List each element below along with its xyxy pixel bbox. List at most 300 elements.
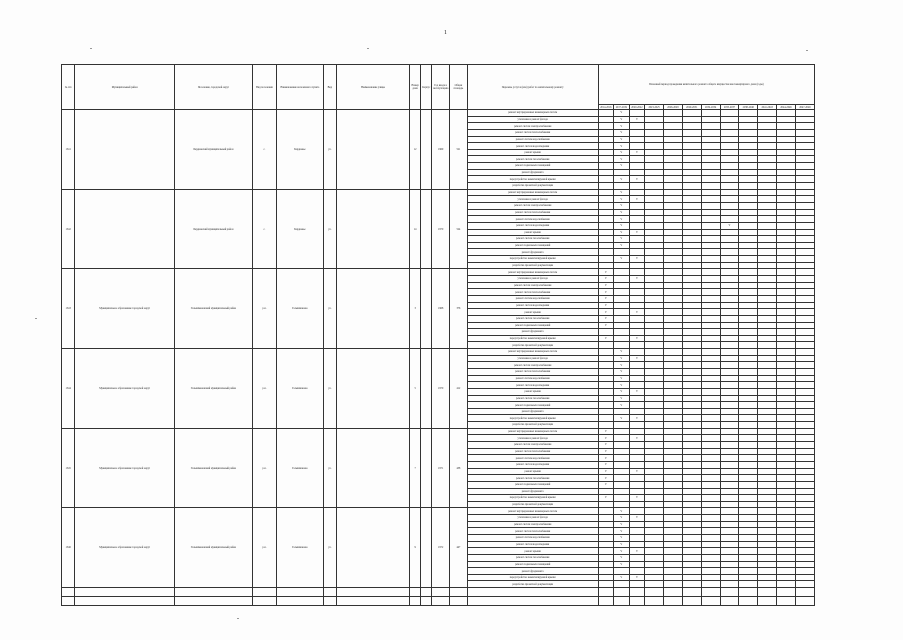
period-cell	[645, 183, 664, 190]
period-cell	[739, 302, 758, 309]
period-cell	[701, 216, 720, 223]
work-item-cell: ремонт подвальных помещений	[467, 481, 598, 488]
period-cell: V	[629, 176, 645, 183]
period-cell	[795, 236, 814, 243]
period-cell	[663, 315, 682, 322]
empty-cell	[629, 597, 645, 606]
period-cell	[720, 149, 739, 156]
period-cell	[682, 196, 701, 203]
period-cell	[663, 149, 682, 156]
period-cell	[701, 183, 720, 190]
period-cell	[598, 242, 614, 249]
period-cell	[795, 249, 814, 256]
period-cell	[682, 548, 701, 555]
period-cell: V	[614, 256, 630, 263]
period-cell	[777, 256, 796, 263]
period-cell	[777, 236, 796, 243]
period-cell	[701, 574, 720, 581]
period-cell	[758, 422, 777, 429]
period-cell	[720, 495, 739, 502]
period-cell	[663, 209, 682, 216]
period-cell	[701, 554, 720, 561]
period-cell	[629, 129, 645, 136]
period-cell	[739, 402, 758, 409]
period-cell	[598, 256, 614, 263]
period-cell: V	[629, 388, 645, 395]
period-cell	[720, 242, 739, 249]
period-cell	[645, 262, 664, 269]
period-cell	[629, 375, 645, 382]
district-cell	[75, 189, 175, 269]
period-cell	[720, 309, 739, 316]
period-cell	[758, 143, 777, 150]
work-item-cell: ремонт систем газоснабжения	[467, 236, 598, 243]
header-build: Корпус	[421, 65, 432, 110]
period-cell	[598, 528, 614, 535]
period-cell	[758, 495, 777, 502]
period-cell	[598, 349, 614, 356]
period-cell: V	[629, 276, 645, 283]
period-cell: V	[629, 435, 645, 442]
scan-speck	[90, 48, 92, 49]
year-header: 2014-2016	[598, 105, 614, 110]
period-cell: V	[629, 495, 645, 502]
period-cell	[739, 554, 758, 561]
period-cell	[758, 156, 777, 163]
period-cell	[598, 488, 614, 495]
work-item-cell: ремонт фундамента	[467, 169, 598, 176]
period-cell: V	[614, 375, 630, 382]
period-cell	[758, 116, 777, 123]
period-cell	[758, 262, 777, 269]
period-cell: V	[614, 143, 630, 150]
period-cell	[720, 269, 739, 276]
period-cell	[701, 110, 720, 117]
period-cell	[795, 554, 814, 561]
building-cell	[421, 110, 432, 190]
period-cell	[629, 315, 645, 322]
period-cell	[739, 501, 758, 508]
period-cell	[629, 329, 645, 336]
period-cell: V	[598, 442, 614, 449]
period-cell	[682, 136, 701, 143]
work-item-cell: переустройство невентилируемой крыши	[467, 495, 598, 502]
period-cell	[720, 488, 739, 495]
period-cell	[645, 329, 664, 336]
period-cell: V	[614, 209, 630, 216]
period-cell	[795, 368, 814, 375]
period-cell: V	[629, 116, 645, 123]
period-cell	[645, 521, 664, 528]
period-cell	[720, 295, 739, 302]
period-cell	[758, 229, 777, 236]
period-cell	[682, 342, 701, 349]
period-cell	[682, 495, 701, 502]
period-cell	[645, 435, 664, 442]
work-item-cell: ремонт внутридомовых инженерных систем	[467, 269, 598, 276]
period-cell	[720, 163, 739, 170]
district-cell: Муниципальное образование городской округ	[75, 269, 175, 349]
page-number: 1	[444, 30, 447, 36]
period-cell	[720, 256, 739, 263]
period-cell	[701, 349, 720, 356]
period-cell	[682, 535, 701, 542]
period-cell	[795, 475, 814, 482]
empty-cell	[421, 597, 432, 606]
period-cell	[720, 249, 739, 256]
period-cell	[777, 289, 796, 296]
period-cell	[758, 349, 777, 356]
period-cell: V	[614, 163, 630, 170]
period-cell	[739, 156, 758, 163]
period-cell	[645, 501, 664, 508]
period-cell	[777, 402, 796, 409]
period-cell	[682, 123, 701, 130]
period-cell: V	[598, 322, 614, 329]
period-cell	[682, 169, 701, 176]
period-cell	[629, 408, 645, 415]
street-type-cell: ул.	[323, 189, 336, 269]
period-cell	[758, 535, 777, 542]
period-cell	[614, 442, 630, 449]
period-cell	[682, 508, 701, 515]
period-cell: V	[614, 176, 630, 183]
period-cell	[758, 375, 777, 382]
period-cell: V	[598, 309, 614, 316]
period-cell	[645, 149, 664, 156]
period-cell	[758, 222, 777, 229]
period-cell	[614, 501, 630, 508]
period-cell	[758, 368, 777, 375]
period-cell	[645, 375, 664, 382]
period-cell	[777, 209, 796, 216]
period-cell	[645, 209, 664, 216]
period-cell	[682, 349, 701, 356]
period-cell	[795, 388, 814, 395]
period-cell	[663, 110, 682, 117]
period-cell	[739, 362, 758, 369]
period-cell	[720, 282, 739, 289]
period-cell	[777, 461, 796, 468]
period-cell	[701, 116, 720, 123]
period-cell	[720, 123, 739, 130]
period-cell	[758, 475, 777, 482]
work-item-cell: разработка проектной документации	[467, 501, 598, 508]
period-cell	[739, 521, 758, 528]
period-cell	[795, 169, 814, 176]
area-cell: 524	[450, 189, 468, 269]
period-cell	[795, 329, 814, 336]
header-type: Вид поселения	[252, 65, 276, 110]
period-cell	[598, 548, 614, 555]
area-cell: 521	[450, 110, 468, 190]
period-cell	[629, 448, 645, 455]
period-cell	[645, 236, 664, 243]
period-cell	[598, 163, 614, 170]
period-cell	[795, 501, 814, 508]
table-row	[62, 508, 815, 515]
period-cell	[758, 163, 777, 170]
period-cell: V	[598, 269, 614, 276]
period-cell	[739, 116, 758, 123]
street-type-cell: ул.	[323, 349, 336, 429]
period-cell	[598, 110, 614, 117]
work-item-cell: ремонт систем водоснабжения	[467, 295, 598, 302]
period-cell	[795, 488, 814, 495]
period-cell	[598, 355, 614, 362]
period-cell	[720, 143, 739, 150]
period-cell	[739, 574, 758, 581]
period-cell	[614, 309, 630, 316]
period-cell	[795, 442, 814, 449]
period-cell	[720, 408, 739, 415]
period-cell: V	[614, 110, 630, 117]
period-cell: V	[614, 116, 630, 123]
period-cell	[739, 149, 758, 156]
period-cell	[629, 541, 645, 548]
period-cell	[777, 422, 796, 429]
period-cell	[645, 269, 664, 276]
period-cell	[758, 302, 777, 309]
period-cell	[598, 262, 614, 269]
year-built-cell: 1971	[432, 428, 450, 508]
period-cell	[720, 216, 739, 223]
period-cell	[701, 495, 720, 502]
period-cell	[682, 561, 701, 568]
period-cell	[739, 143, 758, 150]
period-cell	[701, 276, 720, 283]
year-header: 2017-2019	[614, 105, 630, 110]
period-cell	[739, 322, 758, 329]
period-cell	[598, 329, 614, 336]
period-cell	[663, 435, 682, 442]
period-cell	[758, 561, 777, 568]
period-cell	[758, 216, 777, 223]
period-cell	[645, 368, 664, 375]
period-cell	[629, 236, 645, 243]
empty-cell	[450, 597, 468, 606]
period-cell	[598, 508, 614, 515]
period-cell	[758, 249, 777, 256]
period-cell	[777, 189, 796, 196]
period-cell	[758, 541, 777, 548]
period-cell	[614, 295, 630, 302]
period-cell	[795, 468, 814, 475]
period-cell	[739, 528, 758, 535]
period-cell: V	[614, 554, 630, 561]
period-cell	[663, 156, 682, 163]
scan-speck	[237, 618, 239, 619]
period-cell: V	[629, 256, 645, 263]
period-cell	[795, 362, 814, 369]
period-cell: V	[629, 196, 645, 203]
year-header: 2032-2034	[701, 105, 720, 110]
period-cell	[682, 515, 701, 522]
period-cell	[795, 395, 814, 402]
period-cell	[795, 149, 814, 156]
period-cell	[777, 568, 796, 575]
period-cell	[645, 143, 664, 150]
work-item-cell: переустройство невентилируемой крыши	[467, 335, 598, 342]
empty-cell	[645, 597, 664, 606]
period-cell	[758, 402, 777, 409]
period-cell	[758, 362, 777, 369]
year-built-cell: 1969	[432, 110, 450, 190]
period-cell	[701, 528, 720, 535]
period-cell	[645, 362, 664, 369]
period-cell	[795, 295, 814, 302]
period-cell	[663, 342, 682, 349]
empty-cell	[701, 597, 720, 606]
period-cell	[795, 495, 814, 502]
period-cell	[795, 302, 814, 309]
period-cell	[701, 309, 720, 316]
header-period: Плановый период проведения капитального ремонта общего имущества многоквартирного дома (годы)	[598, 65, 814, 105]
period-cell	[663, 528, 682, 535]
period-cell	[739, 123, 758, 130]
year-header: 2029-2031	[682, 105, 701, 110]
period-cell	[777, 123, 796, 130]
period-cell	[758, 322, 777, 329]
period-cell	[701, 269, 720, 276]
period-cell	[777, 541, 796, 548]
period-cell	[663, 302, 682, 309]
period-cell	[682, 216, 701, 223]
period-cell	[739, 455, 758, 462]
period-cell: V	[614, 202, 630, 209]
period-cell	[720, 349, 739, 356]
period-cell	[720, 561, 739, 568]
period-cell	[795, 282, 814, 289]
period-cell	[682, 415, 701, 422]
period-cell	[663, 455, 682, 462]
period-cell	[701, 196, 720, 203]
table-row	[62, 110, 815, 117]
period-cell	[701, 282, 720, 289]
period-cell	[629, 302, 645, 309]
period-cell	[758, 355, 777, 362]
period-cell	[663, 382, 682, 389]
period-cell	[739, 236, 758, 243]
period-cell	[739, 475, 758, 482]
period-cell	[663, 481, 682, 488]
period-cell	[758, 309, 777, 316]
period-cell	[777, 216, 796, 223]
period-cell	[795, 541, 814, 548]
period-cell	[777, 528, 796, 535]
empty-cell	[410, 597, 421, 606]
period-cell	[795, 402, 814, 409]
period-cell	[645, 541, 664, 548]
period-cell	[777, 262, 796, 269]
period-cell	[739, 541, 758, 548]
period-cell	[739, 256, 758, 263]
period-cell	[645, 388, 664, 395]
empty-cell	[795, 588, 814, 597]
period-cell	[682, 528, 701, 535]
house-number-cell: 1546	[62, 508, 75, 588]
period-cell	[598, 561, 614, 568]
period-cell: V	[629, 229, 645, 236]
work-item-cell: переустройство невентилируемой крыши	[467, 574, 598, 581]
period-cell	[663, 242, 682, 249]
period-cell	[663, 408, 682, 415]
period-cell	[758, 508, 777, 515]
period-cell	[795, 422, 814, 429]
period-cell	[598, 229, 614, 236]
period-cell	[777, 488, 796, 495]
period-cell	[629, 249, 645, 256]
period-cell: V	[598, 289, 614, 296]
period-cell	[682, 574, 701, 581]
period-cell	[720, 422, 739, 429]
period-cell	[777, 282, 796, 289]
empty-cell	[336, 597, 409, 606]
period-cell	[701, 448, 720, 455]
house-number-cell: 1541	[62, 110, 75, 190]
period-cell	[663, 442, 682, 449]
period-cell: V	[614, 129, 630, 136]
settlement-cell: Голышмановский муниципальный район	[175, 428, 253, 508]
period-cell	[629, 143, 645, 150]
period-cell	[614, 262, 630, 269]
period-cell	[720, 461, 739, 468]
table-row	[62, 269, 815, 276]
period-cell	[629, 535, 645, 542]
period-cell	[758, 136, 777, 143]
period-cell	[795, 315, 814, 322]
settlement-cell: Голышмановский муниципальный район	[175, 349, 253, 429]
period-cell	[614, 322, 630, 329]
period-cell	[629, 342, 645, 349]
period-cell: V	[614, 149, 630, 156]
period-cell	[720, 202, 739, 209]
period-cell	[682, 375, 701, 382]
period-cell	[629, 528, 645, 535]
period-cell	[701, 189, 720, 196]
period-cell	[629, 402, 645, 409]
period-cell	[720, 554, 739, 561]
period-cell	[645, 568, 664, 575]
period-cell	[701, 123, 720, 130]
settlement-cell: Голышмановский муниципальный район	[175, 269, 253, 349]
period-cell	[758, 256, 777, 263]
period-cell	[758, 242, 777, 249]
period-cell	[645, 176, 664, 183]
area-cell: 376	[450, 269, 468, 349]
period-cell	[720, 335, 739, 342]
period-cell	[663, 222, 682, 229]
period-cell	[758, 110, 777, 117]
period-cell	[598, 382, 614, 389]
period-cell	[739, 169, 758, 176]
period-cell	[739, 129, 758, 136]
period-cell: V	[614, 216, 630, 223]
period-cell	[758, 428, 777, 435]
empty-cell	[758, 588, 777, 597]
year-header: 2035-2037	[720, 105, 739, 110]
year-header: 2038-2040	[739, 105, 758, 110]
work-item-cell: ремонт систем теплоснабжения	[467, 129, 598, 136]
period-cell	[598, 342, 614, 349]
period-cell	[629, 395, 645, 402]
empty-cell	[175, 588, 253, 597]
building-cell	[421, 508, 432, 588]
period-cell	[758, 448, 777, 455]
period-cell	[629, 568, 645, 575]
period-cell: V	[598, 335, 614, 342]
period-cell	[720, 129, 739, 136]
